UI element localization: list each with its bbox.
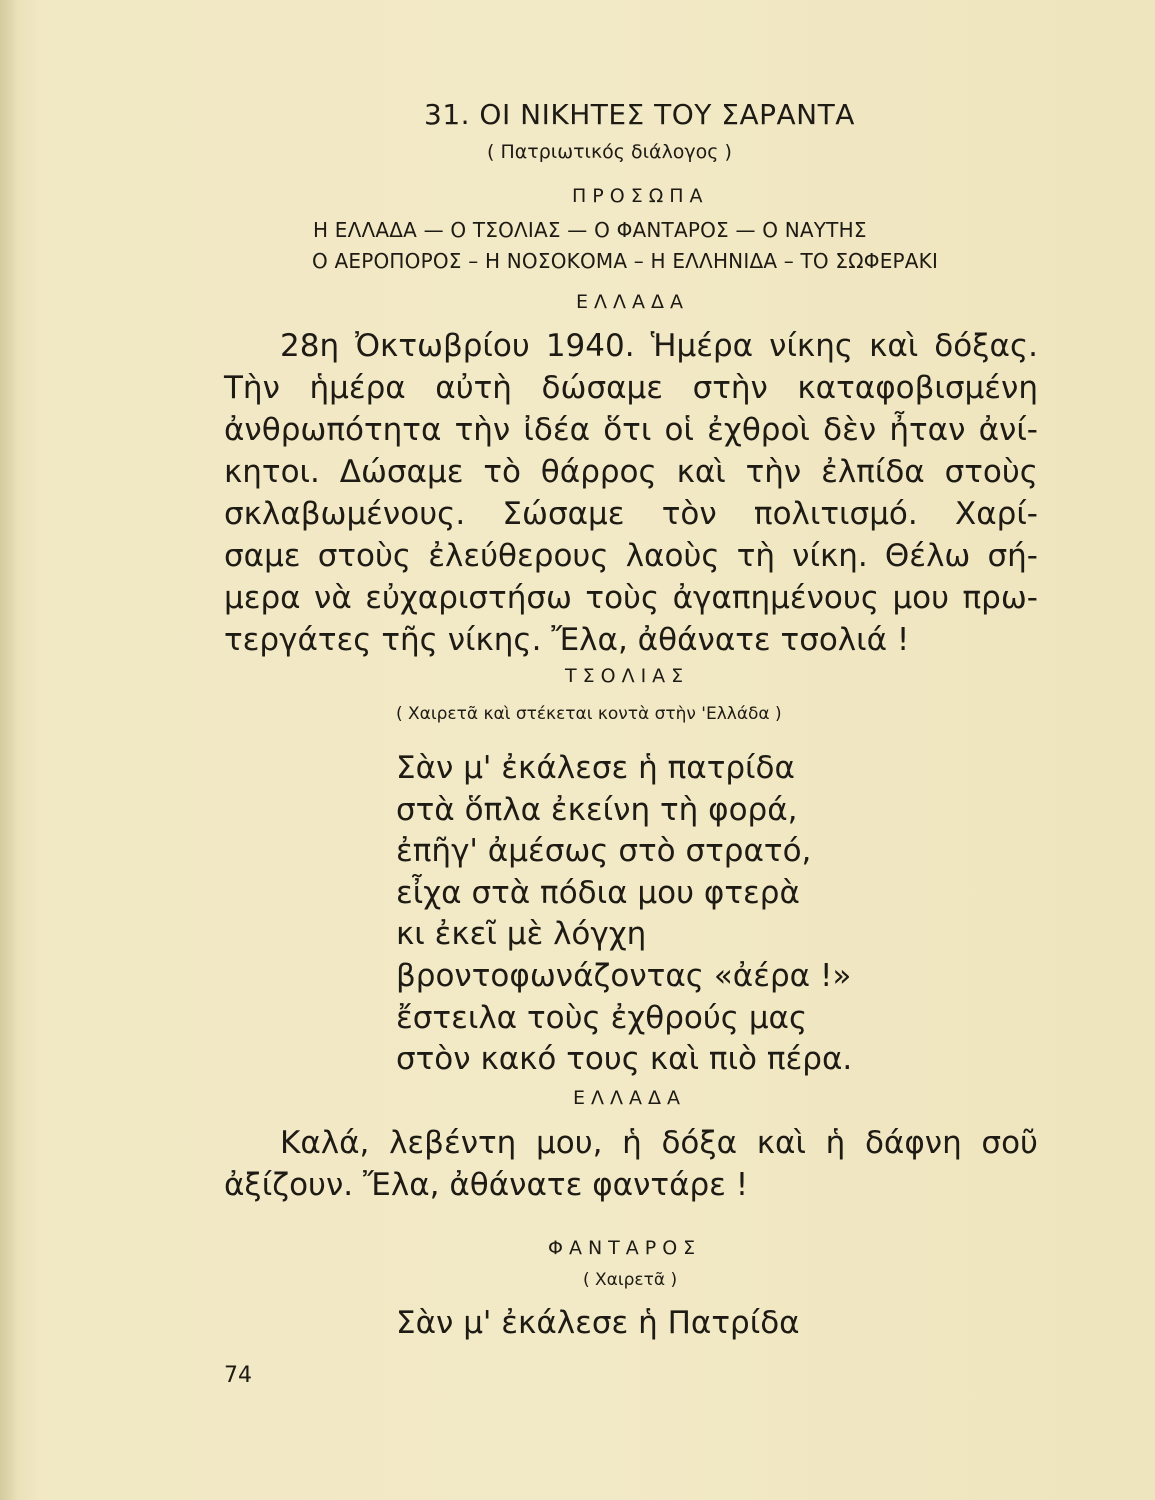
page-number: 74 xyxy=(224,1363,252,1388)
speaker-ellada: ΕΛΛΑΔΑ xyxy=(573,1087,686,1109)
ellada-reply xyxy=(224,1122,1038,1206)
persons-heading: ΠΡΟΣΩΠΑ xyxy=(572,185,709,207)
stage-direction: ( Χαιρετᾶ ) xyxy=(583,1270,678,1290)
speaker-fantaros: ΦΑΝΤΑΡΟΣ xyxy=(548,1237,702,1259)
verse-line: κι ἐκεῖ μὲ λόγχη xyxy=(396,916,647,953)
chapter-title: 31. ΟΙ ΝΙΚΗΤΕΣ ΤΟΥ ΣΑΡΑΝΤΑ xyxy=(424,98,855,131)
verse-line: στὰ ὅπλα ἐκείνη τὴ φορά, xyxy=(396,791,798,828)
speech-line: σαμε στοὺς ἐλεύθερους λαοὺς τὴ νίκη. Θέλω σή- xyxy=(224,538,1038,574)
speech-line: μερα νὰ εὐχαριστήσω τοὺς ἀγαπημένους μου πρω- xyxy=(224,580,1038,616)
speech-line: κητοι. Δώσαμε τὸ θάρρος καὶ τὴν ἐλπίδα στοὺς xyxy=(224,454,1038,490)
speech-line: σκλαβωμένους. Σώσαμε τὸν πολιτισμό. Χαρί- xyxy=(224,496,1038,532)
verse-line: Σὰν μ' ἐκάλεσε ἡ πατρίδα xyxy=(396,750,795,786)
tsolias-verse xyxy=(396,748,852,1081)
verse-line: στὸν κακό τους καὶ πιὸ πέρα. xyxy=(396,1041,853,1078)
verse-line: βροντοφωνάζοντας «ἀέρα !» xyxy=(396,957,852,994)
verse-line: εἶχα στὰ πόδια μου φτερὰ xyxy=(396,874,800,911)
ellada-speech xyxy=(224,325,1038,661)
speaker-tsolias: ΤΣΟΛΙΑΣ xyxy=(565,665,690,687)
speech-line: Καλά, λεβέντη μου, ἡ δόξα καὶ ἡ δάφνη σοῦ xyxy=(280,1125,1038,1161)
verse-line: ἐπῆγ' ἀμέσως στὸ στρατό, xyxy=(396,833,812,870)
speech-line: ἀνθρωπότητα τὴν ἰδέα ὅτι οἱ ἐχθροὶ δὲν ἦταν ἀνί- xyxy=(224,412,1038,448)
speech-line: ἀξίζουν. Ἔλα, ἀθάνατε φαντάρε ! xyxy=(224,1167,749,1203)
speech-line: 28η Ὀκτωβρίου 1940. Ἡμέρα νίκης καὶ δόξας. xyxy=(280,328,1038,364)
speech-line: Τὴν ἡμέρα αὐτὴ δώσαμε στὴν καταφοβισμένη xyxy=(224,370,1038,406)
cast-list-line-1: Η ΕΛΛΑΔΑ — Ο ΤΣΟΛΙΑΣ — Ο ΦΑΝΤΑΡΟΣ — Ο ΝΑΥΤΗΣ xyxy=(313,218,867,242)
chapter-subtitle: ( Πατριωτικός διάλογος ) xyxy=(487,141,732,163)
speech-line: τεργάτες τῆς νίκης. Ἔλα, ἀθάνατε τσολιά ! xyxy=(224,622,910,658)
verse-line: ἔστειλα τοὺς ἐχθρούς μας xyxy=(396,999,808,1036)
speaker-ellada: ΕΛΛΑΔΑ xyxy=(576,291,689,313)
stage-direction: ( Χαιρετᾶ καὶ στέκεται κοντὰ στὴν 'Ελλάδα ) xyxy=(396,704,782,724)
cast-list-line-2: Ο ΑΕΡΟΠΟΡΟΣ – Η ΝΟΣΟΚΟΜΑ – Η ΕΛΛΗΝΙΔΑ – ΤΟ ΣΩΦΕΡΑΚΙ xyxy=(312,249,939,273)
fantaros-verse-line: Σὰν μ' ἐκάλεσε ἡ Πατρίδα xyxy=(396,1305,800,1341)
